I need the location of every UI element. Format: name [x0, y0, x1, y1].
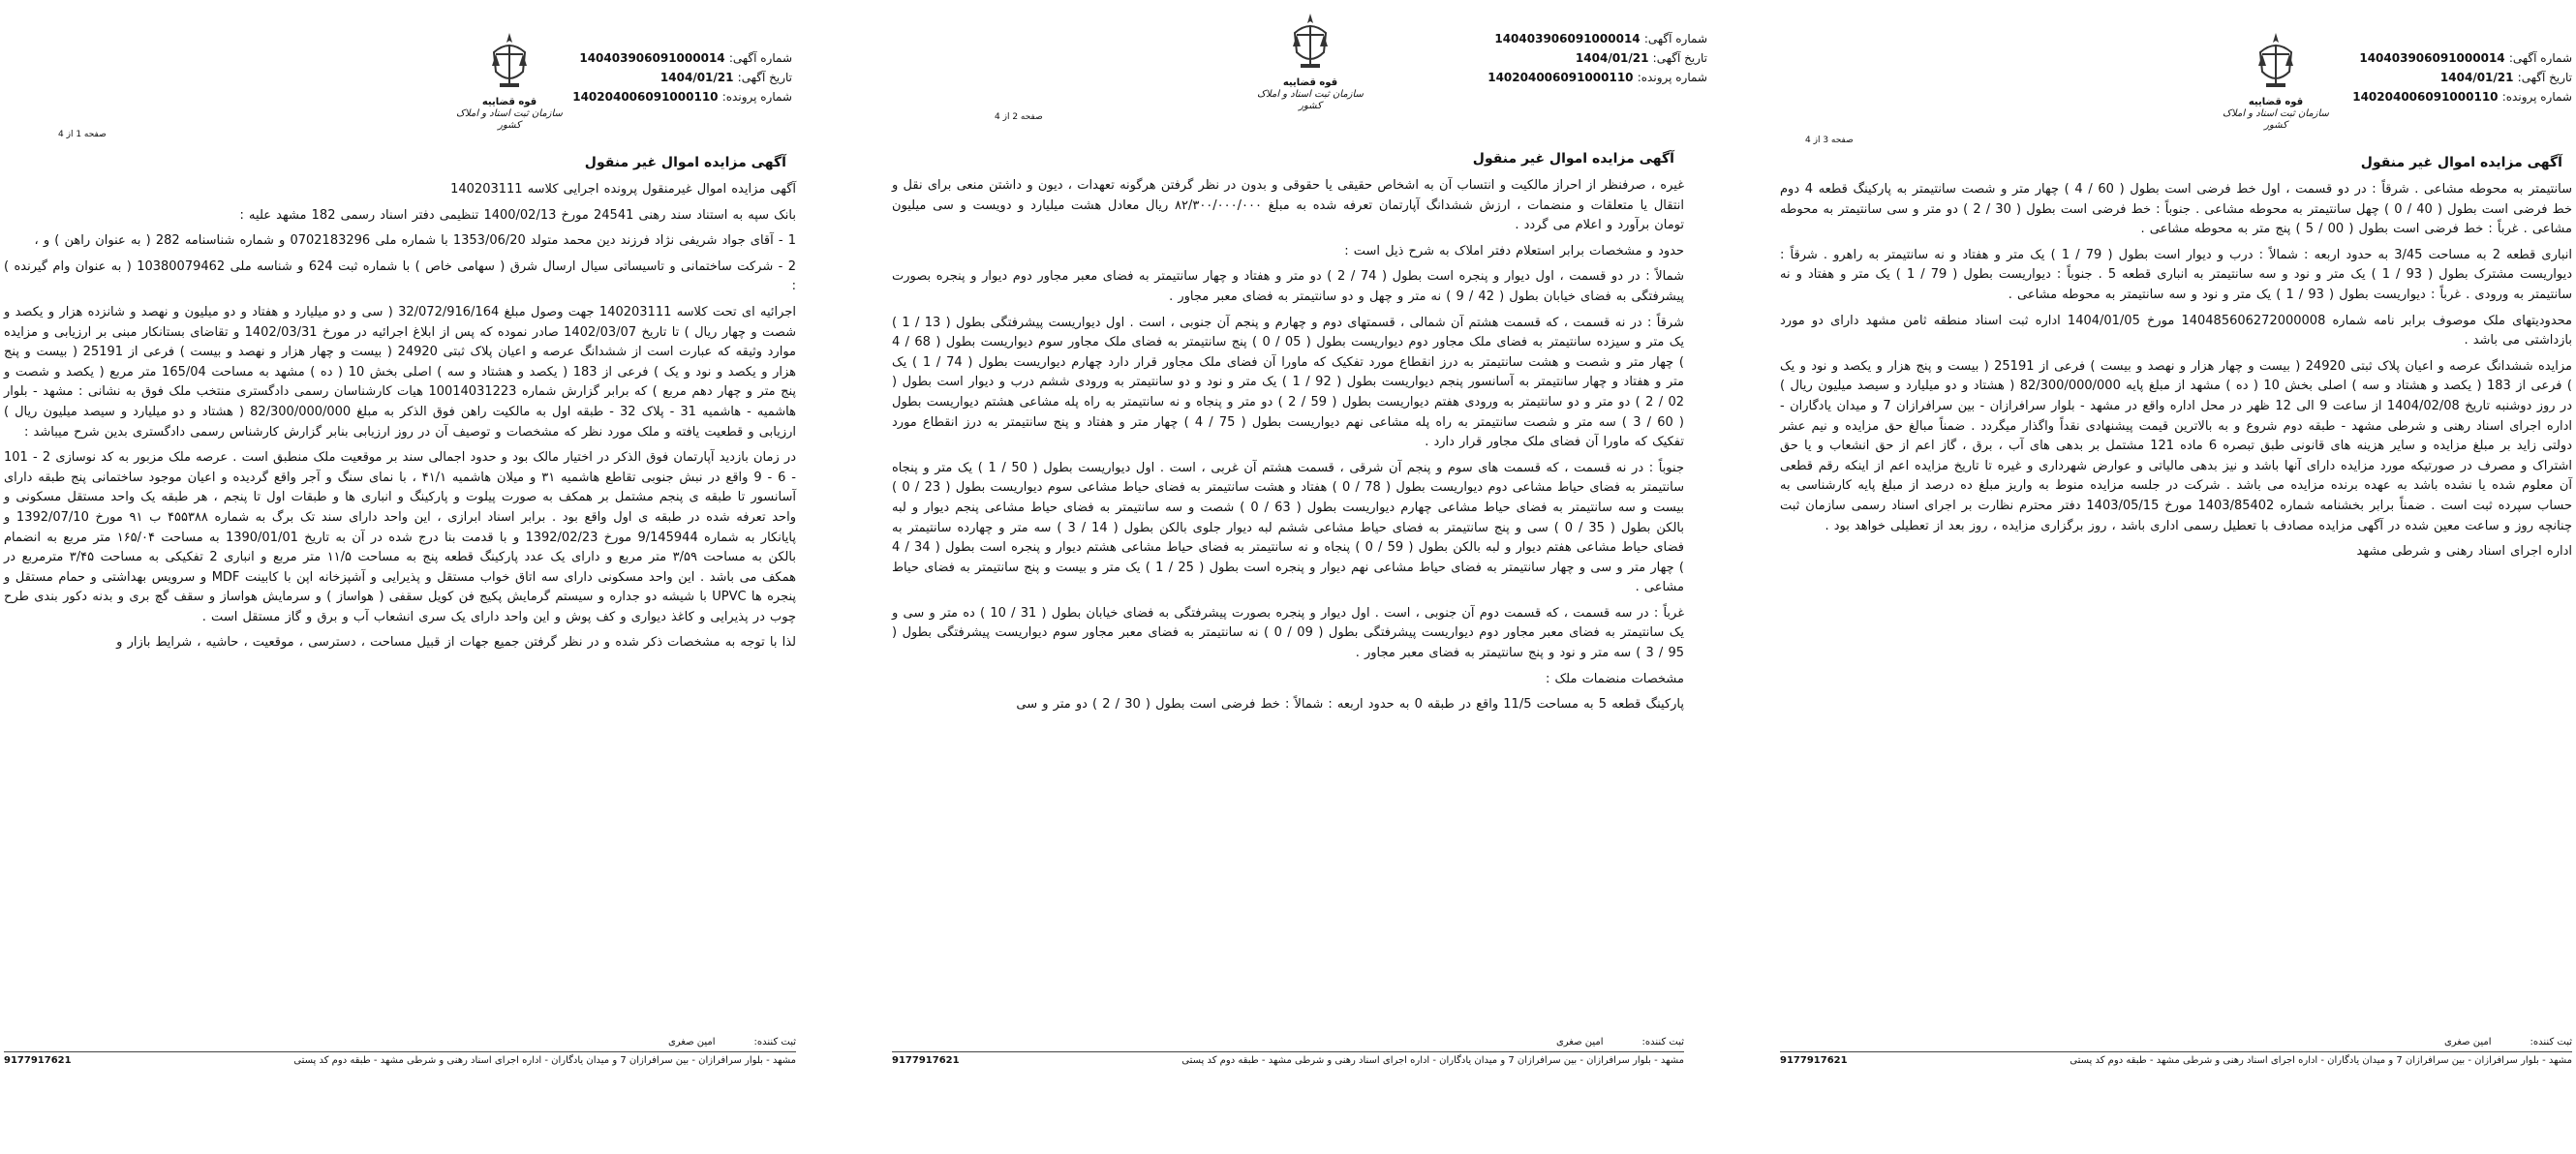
- paragraph: غرباً : در سه قسمت ، که قسمت دوم آن جنوبی ، است . اول دیوار و پنجره بصورت پیشرفتگی به فضای خیابان بطول ( 31 / 10 ) ده متر و سی و یک سانتیمتر به فضای معبر مجاور دوم دیواریست پیشرفتگی بطول ( 09 / 0 ) نه سانتیمتر به فضای معبر مجاور سوم دیواریست پیشرفتگی بطول ( 95 / 3 ) سه متر و نود و پنج سانتیمتر به فضای معبر مجاور .: [892, 605, 1685, 661]
- paragraph: شمالاً : در دو قسمت ، اول دیوار و پنجره است بطول ( 74 / 2 ) دو متر و هفتاد و چهار سانتیمتر به فضای معبر مجاور دوم دیوار و پنجره بصورت پیشرفتگی به فضای خیابان بطول ( 42 / 9 ) نه متر و چهل و دو سانتیمتر به فضای معبر مجاور .: [892, 269, 1684, 304]
- paragraph: لذا با توجه به مشخصات ذکر شده و در نظر گرفتن جمیع جهات از قبیل مساحت ، دسترسی ، موقعیت ، حاشیه ، شرایط بازار و: [116, 635, 796, 651]
- page-number: صفحه 1 از 4: [58, 130, 107, 139]
- announcement-page-3: [1776, 0, 2576, 1154]
- page-footer: [4, 1036, 796, 1068]
- org-registry: سازمان ثبت اسناد و املاک کشور: [1257, 89, 1364, 111]
- ad-number-label: شماره آگهی:: [728, 51, 792, 65]
- office-address: مشهد - بلوار سرافرازان - بین سرافرازان 7 و میدان یادگاران - اداره اجرای اسناد رهنی و شرطی مشهد - طبقه دوم کد پستی: [1181, 1055, 1684, 1066]
- judiciary-emblem-icon: [451, 29, 567, 131]
- ad-number: 140403906091000014: [2359, 51, 2505, 65]
- registrar-label: ثبت کننده:: [753, 1037, 796, 1048]
- paragraph: غیره ، صرفنظر از احراز مالکیت و انتساب آن به اشخاص حقیقی یا حقوقی و بدون در نظر گرفتن هرگونه تعهدات ، دیون و داشتن منعی برای نقل و انتقال یا متعلقات و منضمات ، ارزش ششدانگ آپارتمان تعرفه شده به مبلغ ۸۲/۳۰۰/۰۰۰/۰۰۰ ریال معادل هشت میلیارد و دویست و سی میلیون تومان برآورد و اعلام می گردد .: [892, 178, 1684, 233]
- page-number: صفحه 3 از 4: [1805, 136, 1854, 145]
- ad-metadata: [1487, 29, 1707, 87]
- ad-metadata: [2352, 48, 2572, 106]
- announcement-body: [892, 176, 1684, 721]
- page-number: صفحه 2 از 4: [995, 112, 1043, 122]
- paragraph: پارکینگ قطعه 5 به مساحت 11/5 واقع در طبقه 0 به حدود اربعه : شمالاً : خط فرضی است بطول ( 30 / 2 ) دو متر و سی: [1016, 697, 1684, 713]
- ad-number-label: شماره آگهی:: [2508, 51, 2572, 65]
- page-footer: [892, 1036, 1684, 1068]
- ad-date-label: تاریخ آگهی:: [2517, 71, 2572, 84]
- ad-date: 1404/01/21: [659, 71, 734, 84]
- ad-number: 140403906091000014: [579, 51, 725, 65]
- office-name: اداره اجرای اسناد رهنی و شرطی مشهد: [2356, 544, 2572, 560]
- postal-code: 9177917621: [892, 1055, 960, 1066]
- file-number: 140204006091000110: [2352, 90, 2499, 104]
- paragraph: حدود و مشخصات برابر استعلام دفتر املاک به شرح ذیل است :: [1344, 243, 1684, 258]
- announcement-page-2: [888, 0, 1707, 1154]
- page-title: آگهی مزایده اموال غیر منقول: [1472, 151, 1674, 167]
- ad-metadata: [572, 48, 792, 106]
- postal-code: 9177917621: [4, 1055, 72, 1066]
- announcement-body: [1780, 180, 2572, 568]
- paragraph: بانک سپه به استناد سند رهنی 24541 مورخ 1400/02/13 تنظیمی دفتر اسناد رسمی 182 مشهد علیه :: [239, 207, 796, 223]
- file-number: 140204006091000110: [1487, 71, 1634, 84]
- paragraph: سانتیمتر به محوطه مشاعی . شرقاً : در دو قسمت ، اول خط فرضی است بطول ( 60 / 4 ) چهار متر و شصت سانتیمتر به پارکینگ قطعه 4 دوم خط فرضی است بطول ( 40 / 0 ) چهل سانتیمتر به محوطه مشاعی . جنوباً : خط فرضی است بطول ( 30 / 2 ) دو متر و سی سانتیمتر به محوطه مشاعی . غرباً : خط فرضی است بطول ( 00 / 5 ) پنج متر به محوطه مشاعی .: [1780, 182, 2573, 237]
- paragraph: در زمان بازدید آپارتمان فوق الذکر در اختیار مالک بود و حدود اجمالی سند بر موقعیت ملک منطبق است . عرصه ملک مزبور به کد نوسازی 2 - 101 - 6 - 9 واقع در نبش جنوبی تقاطع هاشمیه ۳۱ و میلان هاشمیه ۴۱/۱ ، با نمای سنگ و آجر واقع گردیده و اعیان موجود ساختمانی پنج طبقه دارای آسانسور تا طبقه ی پنجم مشتمل بر همکف به صورت پیلوت و پارکینگ و انباری ها و طبقات اول تا پنجم ، هر طبقه یک واحد مستقل مسکونی و واحد تعرفه شده در طبقه ی اول واقع بود . برابر اسناد ابرازی ، این واحد دارای سند تک برگ به شماره ۴۵۵۳۸۸ ب ۹۱ مورخ 1392/07/10 و پایانکار به شماره 9/145944 مورخ 1392/02/23 و با قدمت بنا درج شده در آن به تاریخ 1390/01/01 به مساحت ۱۶۵/۰۴ متر مربع به انضمام بالکن به مساحت ۳/۵۹ متر مربع و دارای یک عدد پارکینگ قطعه پنج به مساحت ۱۱/۵ متر مربع و انباری 2 تفکیکی به مساحت ۳/۴۵ مترمربع در همکف می باشد . این واحد مسکونی دارای سه اتاق خواب مستقل و پذیرایی و آشپزخانه اپن با کابینت MDF و سرویس بهداشتی و حمام مستقل و پنجره ها UPVC با شیشه دو جداره و سیستم گرمایش پکیج فن کویل سقفی ( هواساز ) و سرمایش هواساز و سقف گچ بری و بدنه دکور بندی طرح چوب در پذیرایی و کاغذ دیواری و کف پوش و این واحد دارای یک سری انشعاب آب و برق و گاز مستقل است .: [4, 450, 796, 624]
- file-number-label: شماره پرونده:: [1637, 71, 1707, 84]
- paragraph: اجرائیه ای تحت کلاسه 140203111 جهت وصول مبلغ 32/072/916/164 ( سی و دو میلیارد و هفتاد و دو میلیون و نهصد و شانزده هزار و یکصد و شصت و چهار ریال ) تا تاریخ 1402/03/07 صادر نموده که پس از ابلاغ اجرائیه در مورخ 1402/03/31 و تقاضای بستانکار مبنی بر ارزیابی و مزایده موارد وثیقه که عبارت است از ششدانگ عرصه و اعیان پلاک ثبتی 24920 ( بیست و چهار هزار و نهصد و بیست ) فرعی از 25191 ( بیست و پنج هزار و یکصد و نود و یک ) فرعی از 183 ( یکصد و هشتاد و سه ) اصلی بخش 10 ( ده ) مشهد به مساحت 165/04 متر مربع ( یکصد و شصت و پنج متر و چهار دهم مربع ) که برابر گزارش شماره 10014031223 هیات کارشناسان رسمی دادگستری منتخب ملک فوق به نشانی : مشهد - بلوار هاشمیه - هاشمیه 31 - پلاک 32 - طبقه اول به مالکیت راهن فوق الذکر به مبلغ 82/300/000/000 ( هشتاد و دو میلیارد و سیصد میلیون ریال ) ارزیابی و قطعیت یافته و ملک مورد نظر که مشخصات و توصیف آن در روز ارزیابی بنابر گزارش کارشناس رسمی دادگستری بدین شرح میباشد :: [4, 304, 797, 440]
- org-judiciary: قوه قضاییه: [1282, 77, 1338, 88]
- file-number: 140204006091000110: [572, 90, 719, 104]
- office-address: مشهد - بلوار سرافرازان - بین سرافرازان 7 و میدان یادگاران - اداره اجرای اسناد رهنی و شرطی مشهد - طبقه دوم کد پستی: [2070, 1055, 2572, 1066]
- paragraph: جنوباً : در نه قسمت ، که قسمت های سوم و پنجم آن شرقی ، قسمت هشتم آن غربی ، است . اول دیواریست بطول ( 50 / 1 ) یک متر و پنجاه سانتیمتر به فضای حیاط مشاعی دوم دیواریست بطول ( 78 / 0 ) هفتاد و هشت سانتیمتر به فضای حیاط مشاعی سوم دیواریست بطول ( 23 / 0 ) بیست و سه سانتیمتر به فضای حیاط مشاعی چهارم دیواریست بطول ( 63 / 0 ) شصت و سه سانتیمتر به فضای حیاط مشاعی پنجم دیوار و لبه بالکن بطول ( 35 / 0 ) سی و پنج سانتیمتر به فضای حیاط مشاعی ششم لبه دیوار جلوی بالکن بطول ( 14 / 3 ) سه متر و چهارده سانتیمتر به فضای حیاط مشاعی هفتم دیوار و لبه بالکن بطول ( 59 / 0 ) پنجاه و نه سانتیمتر به فضای حیاط مشاعی هشتم دیوار و پنجره است بطول ( 34 / 4 ) چهار متر و سی و چهار سانتیمتر به فضای حیاط مشاعی نهم دیوار و پنجره است بطول ( 25 / 1 ) یک متر و بیست و پنج سانتیمتر به فضای حیاط مشاعی .: [892, 460, 1685, 595]
- page-footer: [1780, 1036, 2572, 1068]
- registrar-label: ثبت کننده:: [1641, 1037, 1684, 1048]
- org-registry: سازمان ثبت اسناد و املاک کشور: [456, 108, 563, 131]
- org-judiciary: قوه قضاییه: [2248, 97, 2304, 107]
- registrar-name: امین صغری: [2443, 1037, 2492, 1048]
- ad-date: 1404/01/21: [1575, 51, 1649, 65]
- ad-number: 140403906091000014: [1494, 32, 1641, 46]
- paragraph: آگهی مزایده اموال غیرمنقول پرونده اجرایی کلاسه 140203111: [450, 182, 796, 197]
- ad-date: 1404/01/21: [2439, 71, 2514, 84]
- page-header: [888, 29, 1707, 145]
- announcement-page-1: [0, 0, 800, 1154]
- ad-date-label: تاریخ آگهی:: [737, 71, 792, 84]
- registrar-name: امین صغری: [667, 1037, 716, 1048]
- page-header: [1776, 29, 2576, 145]
- paragraph: 2 - شرکت ساختمانی و تاسیساتی سیال ارسال شرق ( سهامی خاص ) با شماره ثبت 624 و شناسه ملی 10380079462 ( به عنوان وام گیرنده ) :: [4, 258, 796, 294]
- org-registry: سازمان ثبت اسناد و املاک کشور: [2223, 108, 2329, 131]
- registrar-name: امین صغری: [1555, 1037, 1604, 1048]
- registrar-label: ثبت کننده:: [2530, 1037, 2572, 1048]
- judiciary-emblem-icon: [2218, 29, 2334, 131]
- paragraph: مشخصات منضمات ملک :: [1546, 671, 1684, 686]
- ad-number-label: شماره آگهی:: [1643, 32, 1707, 46]
- paragraph: محدودیتهای ملک موصوف برابر نامه شماره 140485606272000008 مورخ 1404/01/05 اداره ثبت اسناد منطقه ثامن مشهد دارای دو مورد بازداشتی می باشد .: [1780, 313, 2573, 349]
- file-number-label: شماره پرونده:: [2501, 90, 2572, 104]
- judiciary-emblem-icon: [1252, 10, 1368, 111]
- office-address: مشهد - بلوار سرافرازان - بین سرافرازان 7 و میدان یادگاران - اداره اجرای اسناد رهنی و شرطی مشهد - طبقه دوم کد پستی: [293, 1055, 796, 1066]
- page-title: آگهی مزایده اموال غیر منقول: [584, 155, 786, 170]
- page-title: آگهی مزایده اموال غیر منقول: [2360, 155, 2562, 170]
- paragraph: شرقاً : در نه قسمت ، که قسمت هشتم آن شمالی ، قسمتهای دوم و چهارم و پنجم آن جنوبی ، است . اول دیواریست پیشرفتگی بطول ( 13 / 1 ) یک متر و سیزده سانتیمتر به فضای ملک مجاور دوم دیواریست بطول ( 05 / 0 ) پنج سانتیمتر به فضای ملک مجاور سوم دیواریست بطول ( 68 / 4 ) چهار متر و شصت و هشت سانتیمتر به درز انقطاع مورد تفکیک که ماورا آن فضای ملک مجاور قرار دارد چهارم دیواریست بطول ( 74 / 1 ) یک متر و هفتاد و چهار سانتیمتر به آسانسور پنجم دیواریست بطول ( 92 / 1 ) یک متر و نود و دو سانتیمتر به ورودی ششم درب و دیوار است بطول ( 02 / 2 ) دو متر و دو سانتیمتر به ورودی هفتم دیواریست بطول ( 59 / 2 ) دو متر و پنجاه و نه سانتیمتر به راه پله مشاعی هشتم دیواریست بطول ( 60 / 3 ) سه متر و شصت سانتیمتر به راه پله مشاعی نهم دیواریست بطول ( 75 / 4 ) چهار متر و هفتاد و پنج سانتیمتر به درز انقطاع مورد تفکیک که ماورا آن فضای ملک مجاور قرار دارد .: [892, 315, 1685, 450]
- paragraph: انباری قطعه 2 به مساحت 3/45 به حدود اربعه : شمالاً : درب و دیوار است بطول ( 79 / 1 ) یک متر و هفتاد و نه سانتیمتر به راهرو . شرقاً : دیواریست مشترک بطول ( 93 / 1 ) یک متر و نود و سه سانتیمتر به انباری قطعه 5 . جنوباً : دیواریست بطول ( 79 / 1 ) یک متر و هفتاد و نه سانتیمتر به ورودی . غرباً : دیواریست بطول ( 93 / 1 ) یک متر و نود و سه سانتیمتر به محوطه مشاعی .: [1780, 247, 2572, 302]
- page-header: [0, 29, 800, 145]
- file-number-label: شماره پرونده:: [721, 90, 792, 104]
- paragraph: 1 - آقای جواد شریفی نژاد فرزند دین محمد متولد 1353/06/20 با شماره ملی 0702183296 و شماره شناسنامه 282 ( به عنوان راهن ) و ،: [34, 233, 796, 249]
- announcement-body: [4, 180, 796, 659]
- ad-date-label: تاریخ آگهی:: [1652, 51, 1707, 65]
- postal-code: 9177917621: [1780, 1055, 1848, 1066]
- org-judiciary: قوه قضاییه: [481, 97, 537, 107]
- paragraph: مزایده ششدانگ عرصه و اعیان پلاک ثبتی 24920 ( بیست و چهار هزار و نهصد و بیست ) فرعی از 25191 ( بیست و پنج هزار و یکصد و نود و یک ) فرعی از 183 ( یکصد و هشتاد و سه ) اصلی بخش 10 ( ده ) مشهد از مبلغ پایه 82/300/000/000 ( هشتاد و دو میلیارد و سیصد میلیون ریال ) در روز دوشنبه تاریخ 1404/02/08 از ساعت 9 الی 12 ظهر در محل اداره واقع در مشهد - بلوار سرافرازان - بین سرافرازان 7 و میدان یادگاران - اداره اجرای اسناد رهنی و شرطی مشهد - طبقه دوم شروع و به بالاترین قیمت پیشنهادی نقداً واگذار میگردد . ضمناً مبالغ حق مزایده و نیم عشر دولتی زاید بر مبلغ مزایده و سایر هزینه های قانونی طبق تبصره 6 ماده 121 مشتمل بر بدهی های آب ، برق ، گاز اعم از حق انشعاب و یا حق اشتراک و مصرف در صورتیکه مورد مزایده دارای آنها باشد و نیز بدهی مالیاتی و عوارض شهرداری و غیره تا تاریخ مزایده اعم از اینکه رقم قطعی آن معلوم شده یا نشده باشد به عهده برنده مزایده می باشد . شرکت در جلسه مزایده منوط به واریز مبلغ ده درصد از مبلغ پایه کارشناسی به حساب سپرده ثبت است . ضمناً برابر بخشنامه شماره 1403/85402 مورخ 1403/05/15 دفتر محترم نظارت بر اجرای اسناد رسمی سازمان ثبت چنانچه روز و ساعت معین شده در آگهی مزایده مصادف با تعطیل رسمی اداری باشد ، روز برگزاری مزایده ، روز بعد از تعطیلی خواهد بود .: [1780, 358, 2573, 533]
